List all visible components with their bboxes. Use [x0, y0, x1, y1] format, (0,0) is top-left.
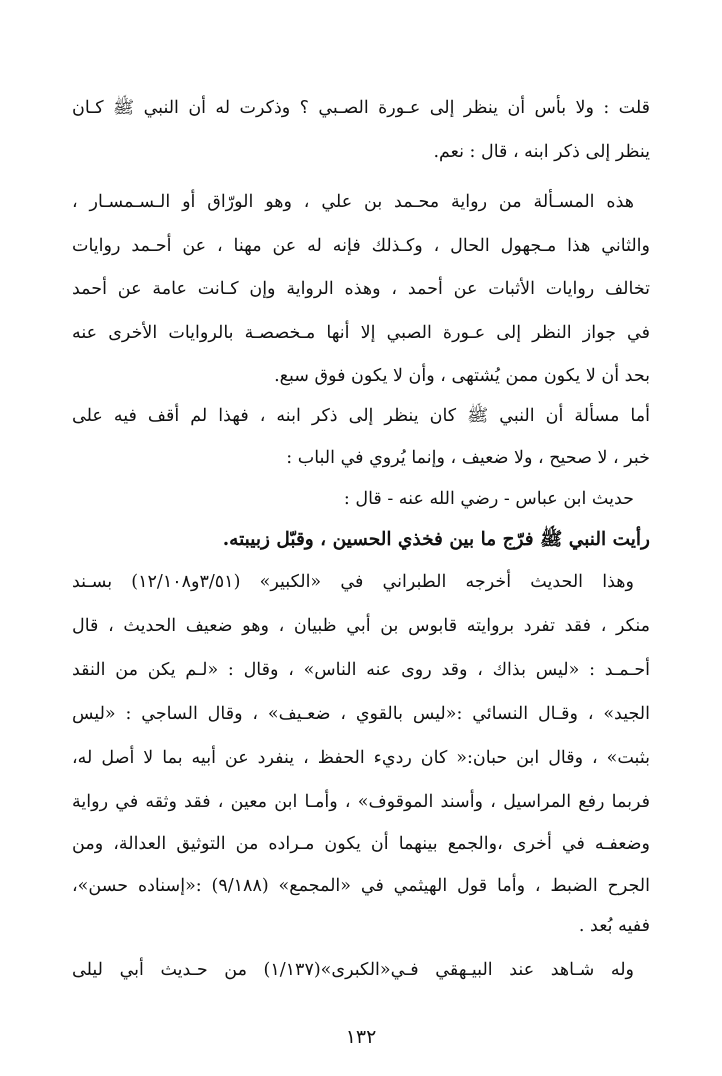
text-line: أما مسألة أن النبي ﷺ كان ينظر إلى ذكر ابنه ، فهذا لم أقف فيه على	[72, 406, 650, 426]
text-line: ينظر إلى ذكر ابنه ، قال : نعم.	[433, 142, 650, 162]
text-line: وهذا الحديث أخرجه الطبراني في «الكبير» (٣/٥١و١٢/١٠٨) بسـند	[72, 572, 634, 592]
text-line: الجيد» ، وقـال النسائي :«ليس بالقوي ، ضعـيف» ، وقال الساجي : «ليس	[72, 704, 650, 724]
hadith-intro: حديث ابن عباس - رضي الله عنه - قال :	[343, 489, 634, 509]
text-line: الجرح الضبط ، وأما قول الهيثمي في «المجمع» (٩/١٨٨) :«إسناده حسن»،	[72, 876, 650, 896]
hadith-text: رأيت النبي ﷺ فرّج ما بين فخذي الحسين ، وقبّل زبيبته.	[222, 529, 650, 550]
text-line: هذه المسـألة من رواية محـمد بن علي ، وهو الورّاق أو الـسـمسـار ،	[72, 192, 634, 212]
text-line: منكر ، فقد تفرد بروايته قابوس بن أبي ظبيان ، وهو ضعيف الحديث ، قال	[72, 616, 650, 636]
text-line: بثبت» ، وقال ابن حبان:« كان رديء الحفظ ، ينفرد عن أبيه بما لا أصل له،	[72, 748, 650, 768]
text-line: خبر ، لا صحيح ، ولا ضعيف ، وإنما يُروي في الباب :	[286, 448, 650, 468]
text-line: قلت : ولا بأس أن ينظر إلى عـورة الصـبي ؟ وذكرت له أن النبي ﷺ كـان	[72, 98, 650, 118]
text-line: أحـمـد : «ليس بذاك ، وقد روى عنه الناس» ، وقال : «لـم يكن من النقد	[72, 660, 650, 680]
text-line: وله شـاهد عند البيـهقي فـي«الكبرى»(١/١٣٧) من حـديث أبي ليلى	[72, 960, 634, 980]
text-line: في جواز النظر إلى عـورة الصبي إلا أنها مـخصصـة بالروايات الأخرى عنه	[72, 323, 650, 343]
text-line: والثاني هذا مـجهول الحال ، وكـذلك فإنه له عن مهنا ، عن أحـمد روايات	[72, 236, 650, 256]
text-line: بحد أن لا يكون ممن يُشتهى ، وأن لا يكون فوق سبع.	[274, 366, 650, 386]
text-line: فربما رفع المراسيل ، وأسند الموقوف» ، وأمـا ابن معين ، فقد وثقه في رواية	[72, 792, 650, 812]
text-line: وضعفـه في أخرى ،والجمع بينهما أن يكون مـراده من التوثيق العدالة، ومن	[72, 834, 650, 854]
text-line: تخالف روايات الأثبات عن أحمد ، وهذه الرواية وإن كـانت عامة عن أحمد	[72, 279, 650, 299]
page-number: ١٣٢	[345, 1026, 377, 1048]
text-line: ففيه بُعد .	[578, 916, 650, 936]
